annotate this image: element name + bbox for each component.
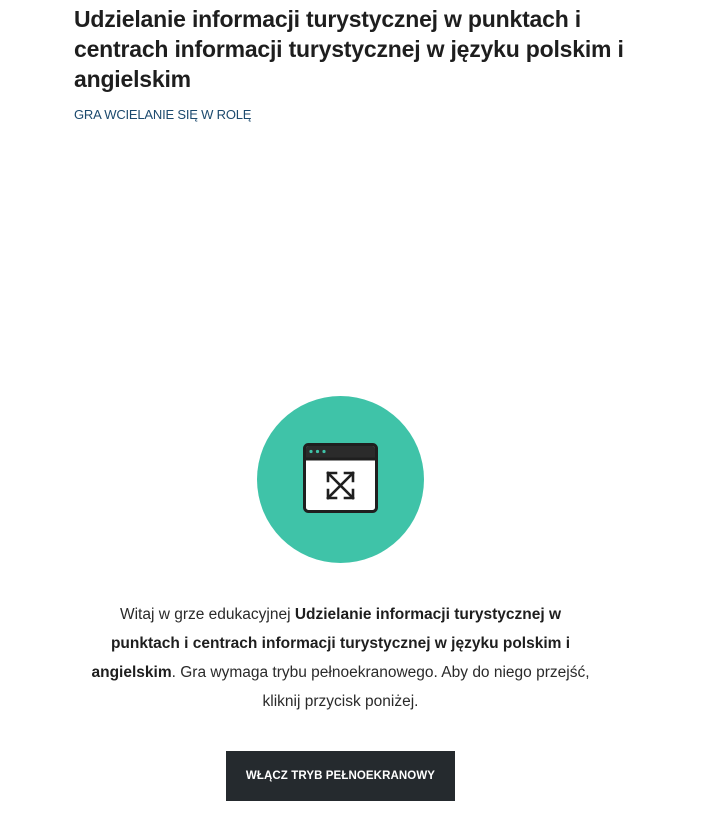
fullscreen-illustration: [257, 396, 424, 563]
welcome-outro: . Gra wymaga trybu pełnoekranowego. Aby do niego przejść, kliknij przycisk poniżej.: [171, 664, 590, 710]
fullscreen-window-icon: [303, 443, 378, 513]
page-title: Udzielanie informacji turystycznej w punktach i centrach informacji turystycznej w języku polskim i angielskim: [74, 6, 624, 92]
welcome-intro: Witaj w grze edukacyjnej: [119, 606, 295, 623]
page-header: [74, 4, 634, 123]
welcome-message: [90, 600, 591, 716]
page-subtitle: GRA WCIELANIE SIĘ W ROLĘ: [74, 107, 252, 122]
welcome-game-name: Udzielanie informacji turystycznej w punktach i centrach informacji turystycznej w języku polskim i angielskim: [91, 606, 571, 681]
enable-fullscreen-button[interactable]: WŁĄCZ TRYB PEŁNOEKRANOWY: [226, 751, 455, 801]
